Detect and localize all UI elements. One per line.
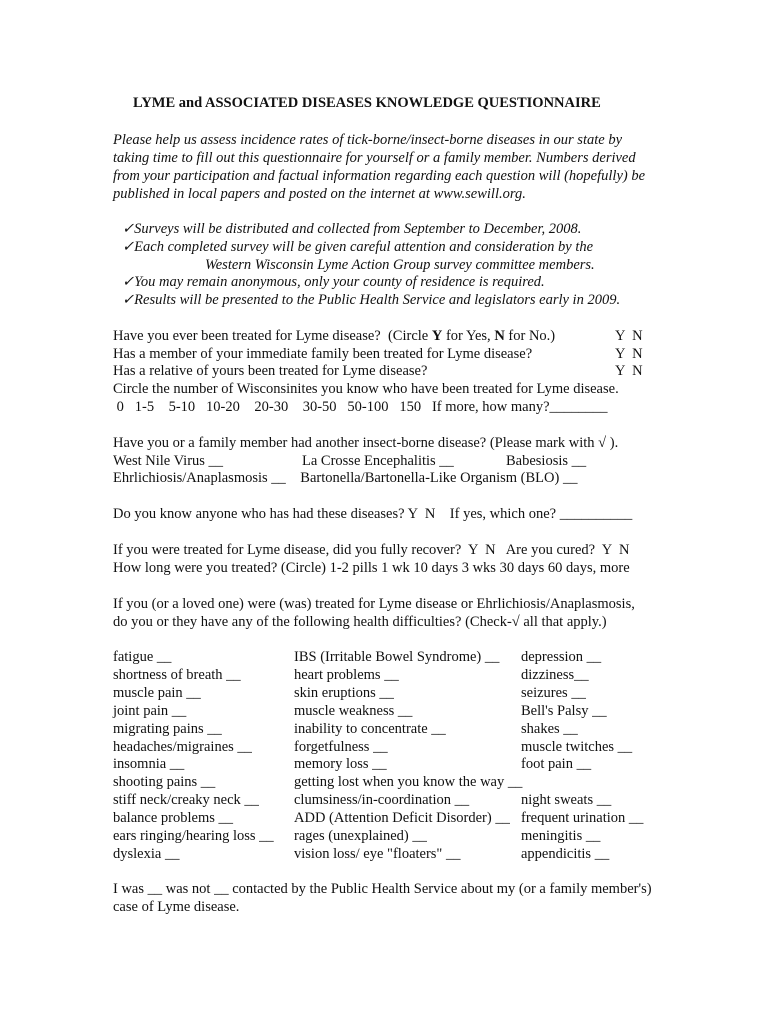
- question-count-wisconsinites: Circle the number of Wisconsinites you know who have been treated for Lyme disease.: [113, 381, 619, 397]
- symptom-item[interactable]: shakes __: [521, 721, 578, 737]
- symptom-item[interactable]: Bell's Palsy __: [521, 703, 607, 719]
- disease-row-2[interactable]: Ehrlichiosis/Anaplasmosis __ Bartonella/Bartonella-Like Organism (BLO) __: [113, 470, 578, 486]
- question-text: Have you ever been treated for Lyme disease? (Circle: [113, 328, 432, 344]
- question-health-difficulties: If you (or a loved one) were (was) treated for Lyme disease or Ehrlichiosis/Anaplasmosis,: [113, 596, 635, 612]
- symptom-item[interactable]: getting lost when you know the way __: [294, 774, 523, 790]
- checklist-item: ✓You may remain anonymous, only your county of residence is required.: [122, 274, 545, 290]
- disease-la-crosse[interactable]: La Crosse Encephalitis __: [302, 453, 454, 469]
- question-recovery: If you were treated for Lyme disease, did you fully recover? Y N Are you cured? Y N: [113, 542, 630, 558]
- symptom-item[interactable]: shooting pains __: [113, 774, 216, 790]
- question-treatment-length: How long were you treated? (Circle) 1-2 pills 1 wk 10 days 3 wks 30 days 60 days, more: [113, 560, 630, 576]
- symptom-item[interactable]: inability to concentrate __: [294, 721, 446, 737]
- symptom-item[interactable]: clumsiness/in-coordination __: [294, 792, 470, 808]
- yes-no-choice[interactable]: Y N: [615, 328, 643, 344]
- symptom-item[interactable]: fatigue __: [113, 649, 172, 665]
- symptom-item[interactable]: skin eruptions __: [294, 685, 394, 701]
- symptom-item[interactable]: heart problems __: [294, 667, 399, 683]
- no-letter: N: [494, 328, 505, 344]
- question-text: for Yes,: [442, 328, 495, 344]
- symptom-item[interactable]: muscle weakness __: [294, 703, 413, 719]
- question-relative-lyme: Has a relative of yours been treated for Lyme disease?: [113, 363, 428, 379]
- symptom-item[interactable]: vision loss/ eye "floaters" __: [294, 846, 461, 862]
- yes-no-choice[interactable]: Y N: [615, 346, 643, 362]
- symptom-item[interactable]: foot pain __: [521, 756, 592, 772]
- symptom-item[interactable]: joint pain __: [113, 703, 187, 719]
- closing-line: case of Lyme disease.: [113, 899, 240, 915]
- symptom-item[interactable]: migrating pains __: [113, 721, 222, 737]
- symptom-item[interactable]: dizziness__: [521, 667, 589, 683]
- symptom-item[interactable]: appendicitis __: [521, 846, 610, 862]
- symptom-item[interactable]: dyslexia __: [113, 846, 180, 862]
- question-other-disease: Have you or a family member had another insect-borne disease? (Please mark with √ ).: [113, 435, 619, 451]
- intro-line: from your participation and factual information regarding each question will (hopefully) be: [113, 168, 646, 184]
- symptom-item[interactable]: ears ringing/hearing loss __: [113, 828, 274, 844]
- symptom-item[interactable]: meningitis __: [521, 828, 601, 844]
- symptom-item[interactable]: shortness of breath __: [113, 667, 241, 683]
- page-title: LYME and ASSOCIATED DISEASES KNOWLEDGE QUESTIONNAIRE: [133, 95, 601, 111]
- checklist-item-continued: Western Wisconsin Lyme Action Group survey committee members.: [205, 257, 595, 273]
- intro-line: taking time to fill out this questionnaire for yourself or a family member. Numbers derived: [113, 150, 636, 166]
- symptom-item[interactable]: rages (unexplained) __: [294, 828, 427, 844]
- symptom-item[interactable]: stiff neck/creaky neck __: [113, 792, 259, 808]
- symptom-item[interactable]: night sweats __: [521, 792, 612, 808]
- symptom-item[interactable]: muscle pain __: [113, 685, 201, 701]
- checklist-item: ✓Each completed survey will be given careful attention and consideration by the: [122, 239, 594, 255]
- question-treated-lyme: [113, 327, 555, 345]
- symptom-item[interactable]: depression __: [521, 649, 602, 665]
- question-health-difficulties: do you or they have any of the following health difficulties? (Check-√ all that apply.): [113, 614, 607, 630]
- symptom-item[interactable]: IBS (Irritable Bowel Syndrome) __: [294, 649, 500, 665]
- intro-line: published in local papers and posted on the internet at www.sewill.org.: [113, 186, 526, 202]
- checklist-item: ✓Results will be presented to the Public Health Service and legislators early in 2009.: [122, 292, 621, 308]
- disease-west-nile[interactable]: West Nile Virus __: [113, 453, 224, 469]
- symptom-item[interactable]: memory loss __: [294, 756, 387, 772]
- intro-line: Please help us assess incidence rates of tick-borne/insect-borne diseases in our state by: [113, 132, 623, 148]
- symptom-item[interactable]: muscle twitches __: [521, 739, 633, 755]
- closing-line: I was __ was not __ contacted by the Public Health Service about my (or a family member's): [113, 881, 652, 897]
- question-know-anyone: Do you know anyone who has had these diseases? Y N If yes, which one? __________: [113, 506, 633, 522]
- symptom-item[interactable]: forgetfulness __: [294, 739, 388, 755]
- yes-no-choice[interactable]: Y N: [615, 363, 643, 379]
- symptom-item[interactable]: balance problems __: [113, 810, 233, 826]
- disease-babesiosis[interactable]: Babesiosis __: [506, 453, 587, 469]
- symptom-item[interactable]: insomnia __: [113, 756, 185, 772]
- checklist-item: ✓Surveys will be distributed and collected from September to December, 2008.: [122, 221, 582, 237]
- symptom-item[interactable]: ADD (Attention Deficit Disorder) __: [294, 810, 510, 826]
- question-text: for No.): [504, 328, 556, 344]
- symptom-item[interactable]: frequent urination __: [521, 810, 644, 826]
- count-options[interactable]: 0 1-5 5-10 10-20 20-30 30-50 50-100 150 If more, how many?________: [113, 399, 608, 415]
- symptom-item[interactable]: headaches/migraines __: [113, 739, 252, 755]
- question-family-lyme: Has a member of your immediate family been treated for Lyme disease?: [113, 346, 533, 362]
- yes-letter: Y: [431, 328, 443, 344]
- symptom-item[interactable]: seizures __: [521, 685, 586, 701]
